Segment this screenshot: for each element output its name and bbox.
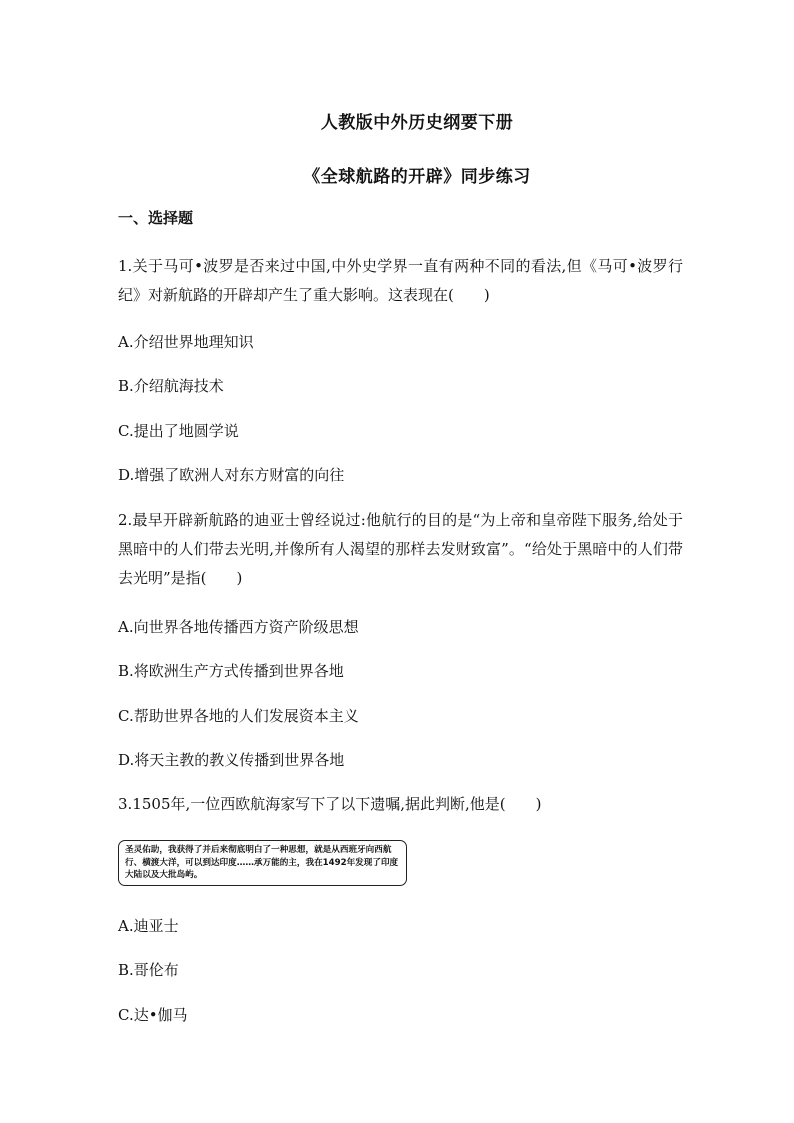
question-1-option-b: B.介绍航海技术 [118,377,224,395]
question-1-option-c: C.提出了地圆学说 [118,422,239,440]
question-3-option-b: B.哥伦布 [118,961,179,979]
question-1-option-a: A.介绍世界地理知识 [118,333,254,351]
question-2-option-a: A.向世界各地传播西方资产阶级思想 [118,618,359,636]
question-1-stem: 1.关于马可•波罗是否来过中国,中外史学界一直有两种不同的看法,但《马可•波罗行纪》对新航路的开辟却产生了重大影响。这表现在( ) [118,257,683,304]
section-heading: 一、选择题 [118,209,194,227]
question-2-option-b: B.将欧洲生产方式传播到世界各地 [118,662,344,680]
question-2-option-d: D.将天主教的教义传播到世界各地 [118,751,345,769]
question-3-quote-box: 圣灵佑助，我获得了并后来彻底明白了一种思想，就是从西班牙向西航行、横渡大洋，可以到达印度……承万能的主，我在1492年发现了印度大陆以及大批岛屿。 [118,840,407,886]
question-1-option-d: D.增强了欧洲人对东方财富的向往 [118,466,345,484]
question-3-stem: 3.1505年,一位西欧航海家写下了以下遗嘱,据此判断,他是( ) [118,795,542,813]
question-3-option-c: C.达•伽马 [118,1006,188,1024]
question-3-option-a: A.迪亚士 [118,917,179,935]
document-title: 人教版中外历史纲要下册 [320,113,514,133]
document-subtitle: 《全球航路的开辟》同步练习 [303,167,531,187]
question-2-option-c: C.帮助世界各地的人们发展资本主义 [118,707,359,725]
question-2-stem: 2.最早开辟新航路的迪亚士曾经说过:他航行的目的是“为上帝和皇帝陛下服务,给处于黑暗中的人们带去光明,并像所有人渴望的那样去发财致富”。“给处于黑暗中的人们带去光明”是指( ) [118,511,683,587]
